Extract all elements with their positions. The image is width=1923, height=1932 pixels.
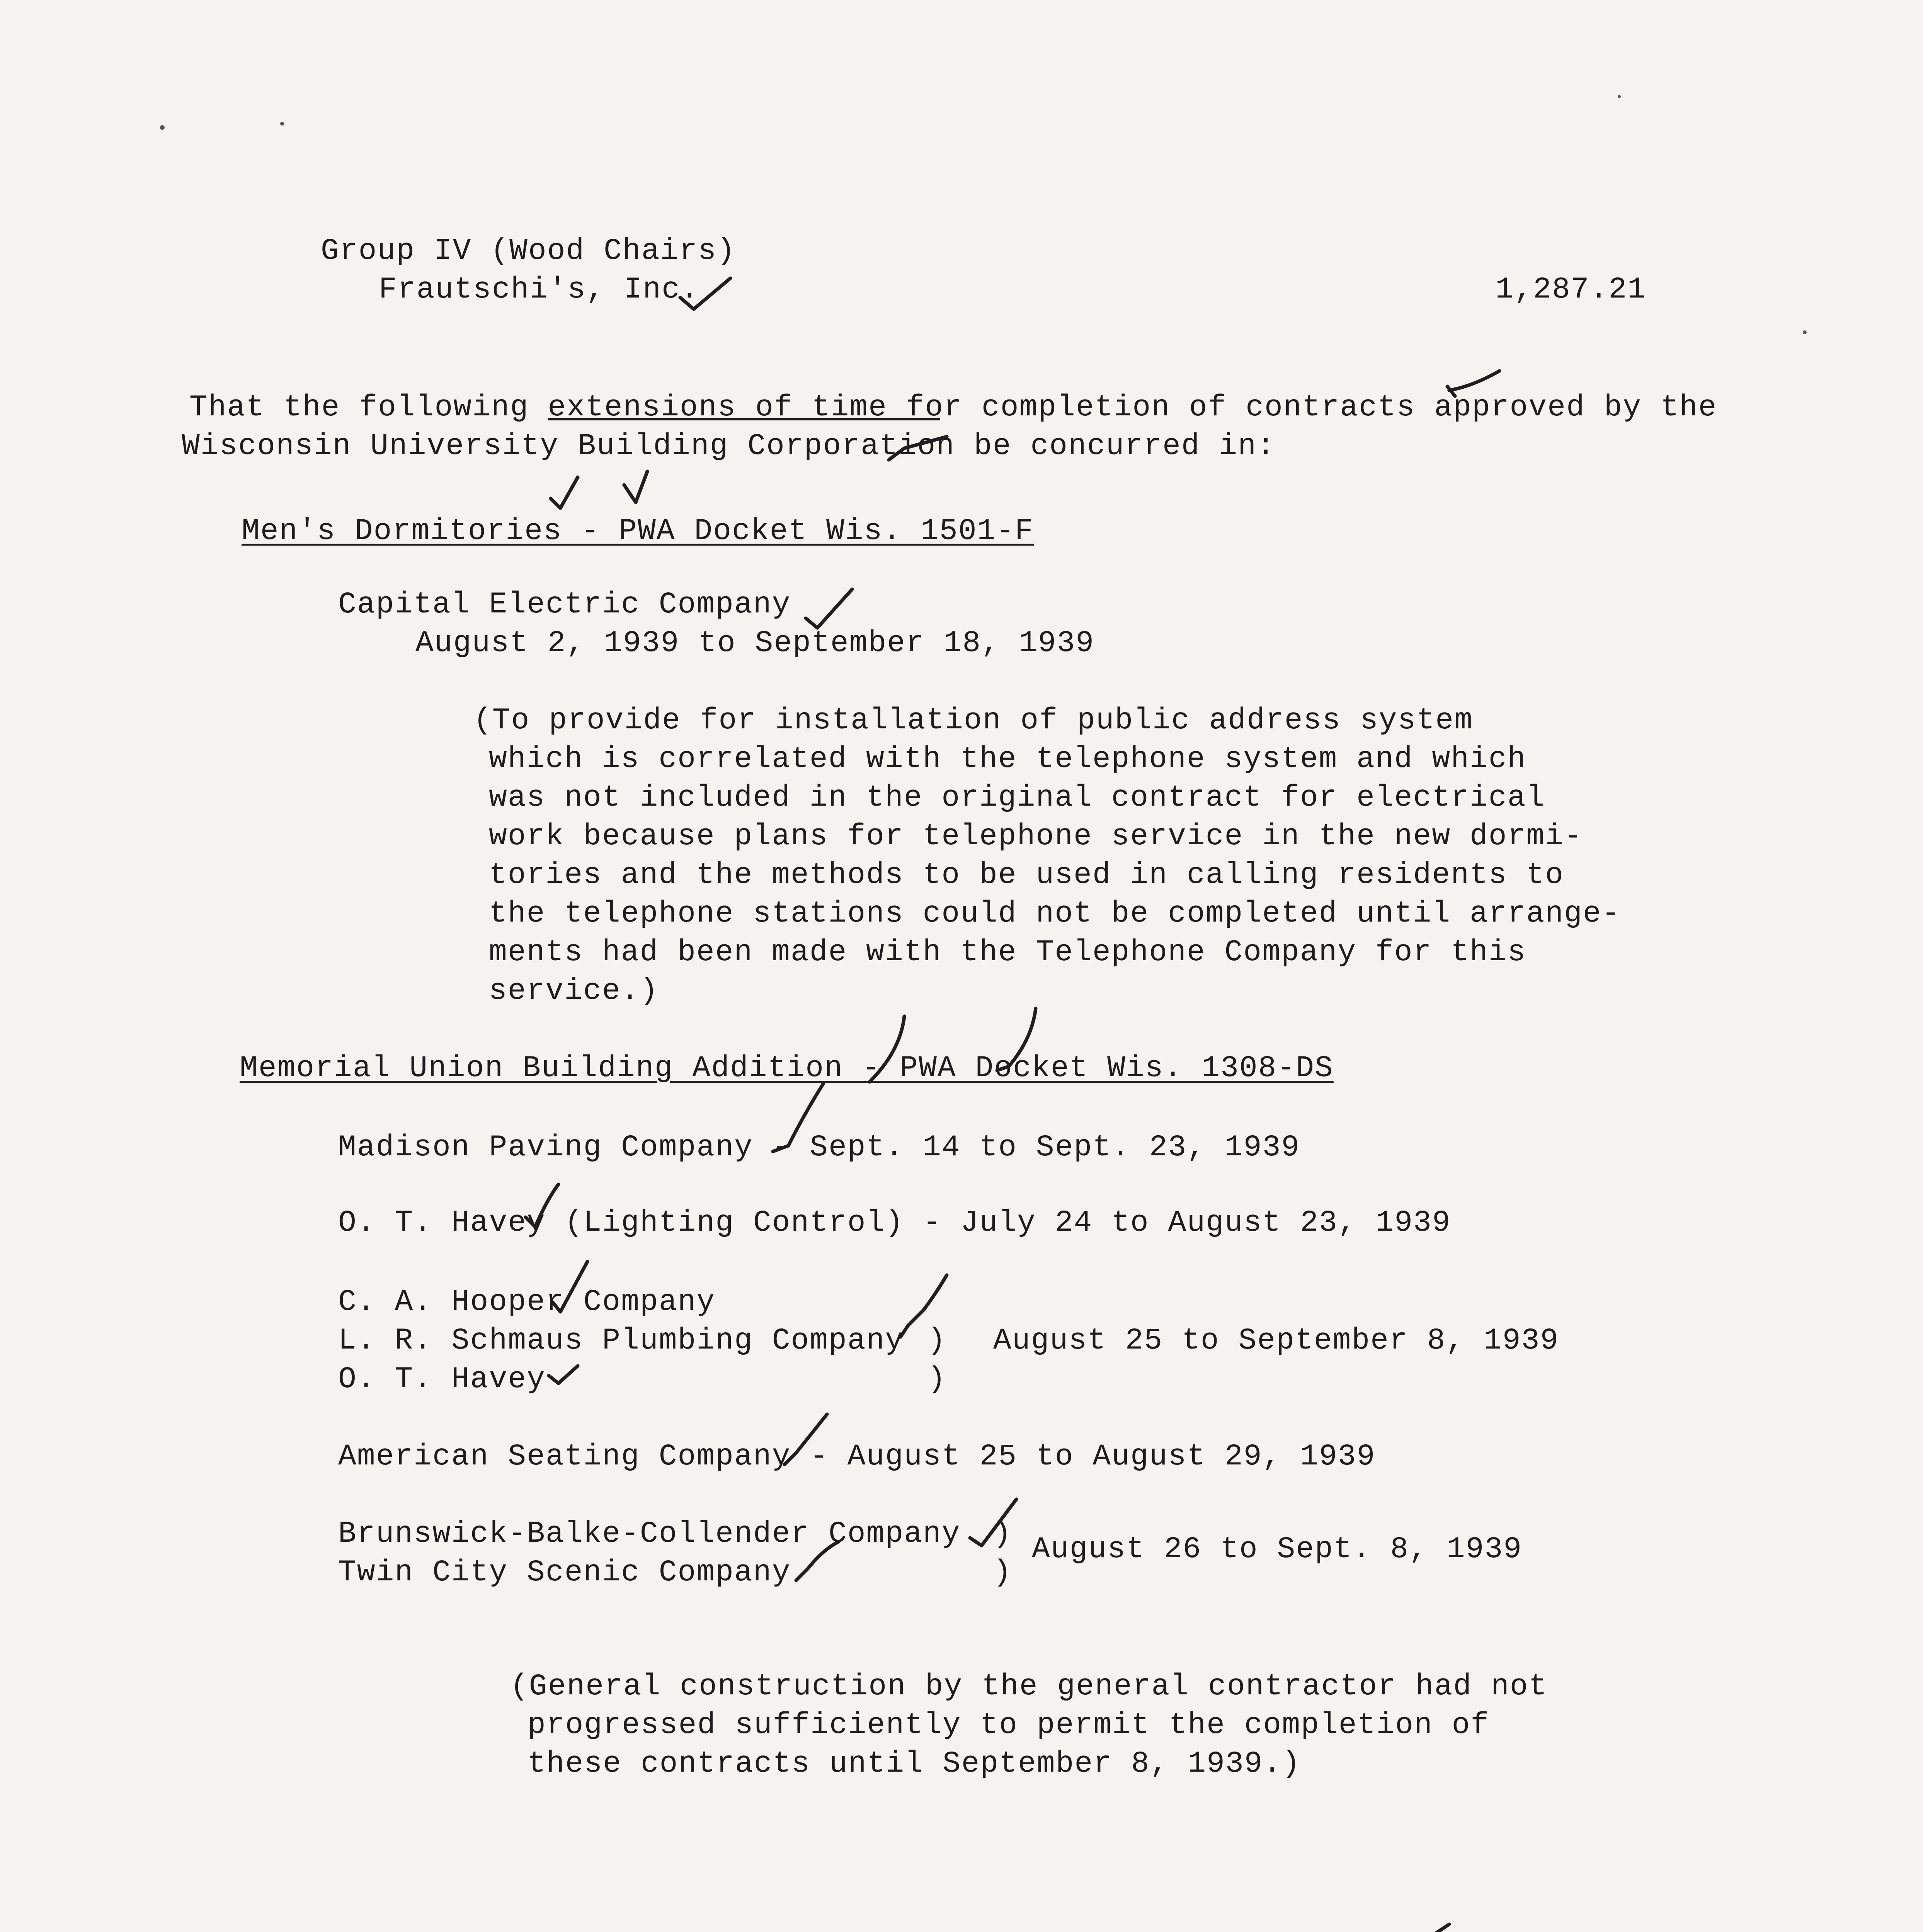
union-american: American Seating Company - August 25 to August 29, 1939: [338, 1440, 1376, 1474]
union-group-b-dates: August 26 to Sept. 8, 1939: [1032, 1532, 1522, 1566]
union-group-b-1: Brunswick-Balke-Collender Company: [338, 1517, 961, 1551]
dorms-contractor: Capital Electric Company: [338, 588, 791, 622]
group-heading: Group IV (Wood Chairs): [321, 234, 736, 268]
dorms-note-6: the telephone stations could not be completed until arrange-: [489, 897, 1621, 931]
check-mark-icon: [1387, 1924, 1449, 1932]
intro-line-2: Wisconsin University Building Corporation be concurred in:: [182, 429, 1276, 463]
intro-line-1: That the following extensions of time for completion of contracts approved by the: [189, 391, 1717, 425]
dorms-note-3: was not included in the original contract for electrical: [489, 781, 1545, 815]
union-madison: Madison Paving Company - Sept. 14 to Sept. 23, 1939: [338, 1131, 1300, 1165]
union-note-3: these contracts until September 8, 1939.): [528, 1747, 1301, 1781]
check-mark-icon: [624, 471, 647, 502]
union-group-a-dates: August 25 to September 8, 1939: [993, 1324, 1559, 1358]
check-mark-icon: [806, 589, 852, 628]
bracket-a-2: ): [927, 1362, 946, 1396]
group-company: Frautschi's, Inc.: [379, 273, 699, 307]
check-mark-icon: [549, 1366, 578, 1383]
dorms-note-7: ments had been made with the Telephone Company for this: [489, 935, 1526, 969]
bracket-a-1: ): [927, 1324, 946, 1358]
union-group-b-2: Twin City Scenic Company: [338, 1556, 791, 1590]
dorms-dates: August 2, 1939 to September 18, 1939: [415, 626, 1095, 660]
group-amount: 1,287.21: [1495, 273, 1646, 307]
union-group-a-3: O. T. Havey: [338, 1362, 546, 1396]
dorms-note-2: which is correlated with the telephone system and which: [489, 742, 1526, 776]
union-group-a-1: C. A. Hooper Company: [338, 1285, 716, 1319]
dorms-note-4: work because plans for telephone service in the new dormi-: [489, 820, 1583, 854]
union-group-a-2: L. R. Schmaus Plumbing Company: [338, 1324, 904, 1358]
union-note-2: progressed sufficiently to permit the completion of: [528, 1708, 1490, 1742]
dorms-note-1: (To provide for installation of public address system: [473, 704, 1473, 738]
dorms-note-8: service.): [489, 974, 659, 1008]
union-havey-lighting: O. T. Havey (Lighting Control) - July 24 to August 23, 1939: [338, 1206, 1451, 1240]
bracket-b-2: ): [993, 1556, 1012, 1590]
union-heading: Memorial Union Building Addition - PWA Docket Wis. 1308-DS: [240, 1051, 1334, 1085]
dorms-heading: Men's Dormitories - PWA Docket Wis. 1501-F: [242, 514, 1034, 548]
union-note-1: (General construction by the general contractor had not: [510, 1670, 1548, 1704]
dorms-note-5: tories and the methods to be used in calling residents to: [489, 858, 1564, 892]
check-mark-icon: [551, 477, 578, 508]
bracket-b-1: ): [993, 1517, 1012, 1551]
